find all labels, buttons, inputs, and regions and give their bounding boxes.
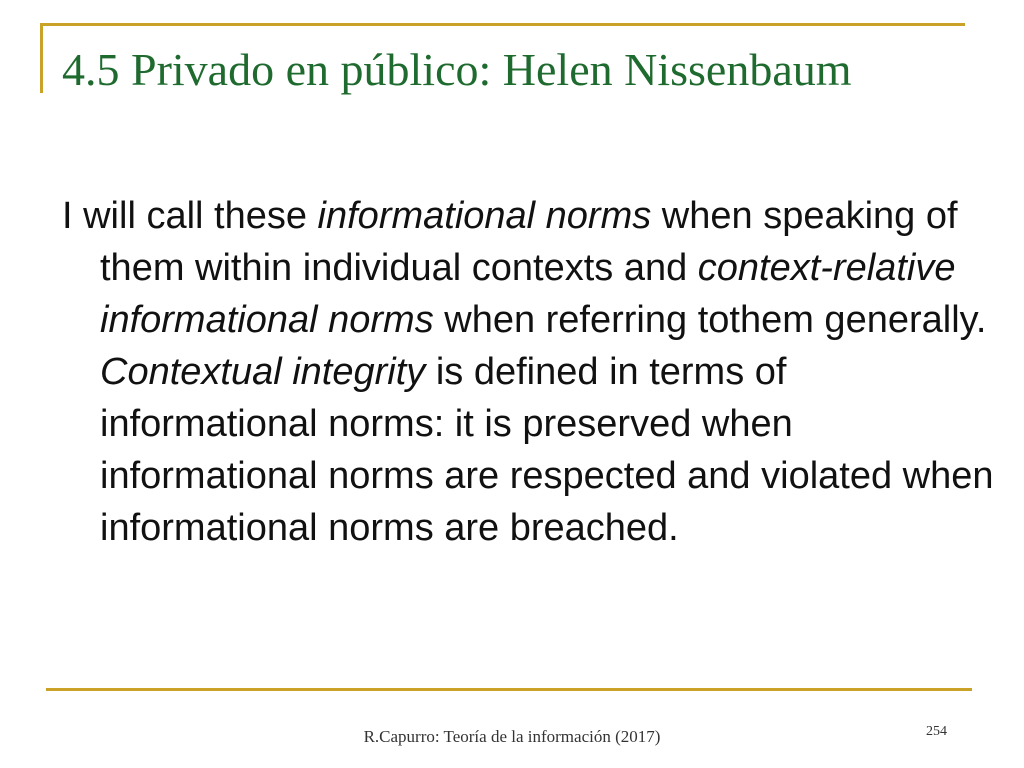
slide-title: 4.5 Privado en público: Helen Nissenbaum [62,44,852,95]
slide-footer: R.Capurro: Teoría de la información (2017) [363,727,661,746]
body-segment-italic: informational norms [317,195,652,237]
body-segment-italic: context-relative informational norms [100,247,956,341]
left-gold-rule [40,23,43,93]
bottom-gold-rule [46,688,972,691]
body-segment: when referring tothem generally. [433,299,987,341]
top-gold-rule [40,23,965,26]
page-number: 254 [926,724,947,739]
body-segment: is defined in terms of informational norms: it is preserved when informational norms are respected and violated when informational norms are breached. [100,351,994,549]
body-segment: when speaking of them within individual contexts and [100,195,958,289]
body-segment-italic: Contextual integrity [100,351,426,393]
slide-body-text [62,190,1000,554]
body-segment: I will call these [62,195,318,237]
